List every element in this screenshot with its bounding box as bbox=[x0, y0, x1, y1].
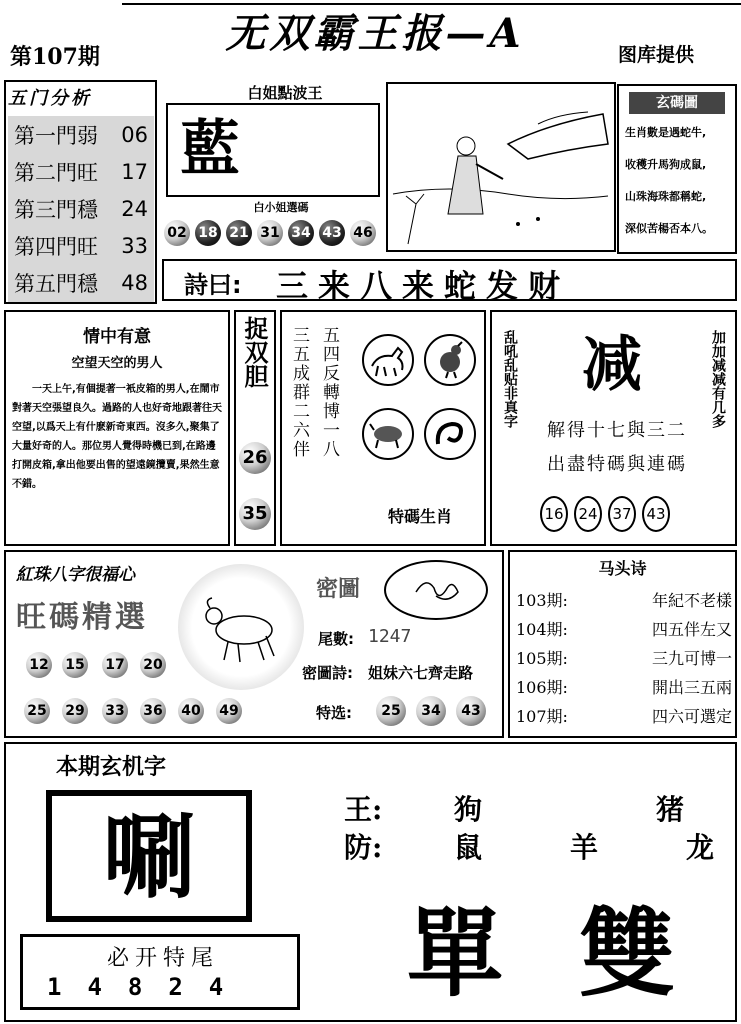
main-pick-item: 狗 bbox=[454, 793, 483, 826]
subtract-ball: 24 bbox=[574, 496, 602, 532]
wave-king-title: 白姐點波王 bbox=[247, 84, 323, 102]
guard-pick-label: 防: bbox=[344, 831, 383, 864]
poem-banner bbox=[162, 259, 737, 305]
secret-poem-label: 密圖詩: bbox=[302, 664, 353, 682]
code-poem-line: 山珠海珠都稱蛇, bbox=[625, 190, 707, 203]
subtract-left-verse: 乱吼乱贴非真字 bbox=[502, 330, 518, 428]
wave-subtitle: 白小姐選碼 bbox=[253, 201, 309, 214]
wave-ball-row bbox=[164, 220, 380, 250]
zodiac-panel bbox=[280, 310, 486, 546]
goat-icon bbox=[178, 564, 304, 690]
poem-text: 開出三五兩 bbox=[651, 678, 732, 697]
special-label: 特选: bbox=[316, 704, 352, 722]
gate-row bbox=[8, 264, 154, 301]
horse-head-poem-row bbox=[516, 675, 732, 704]
poem-text: 四五伴左又 bbox=[651, 620, 732, 639]
tail-value: 1247 bbox=[368, 626, 412, 647]
wave-ball: 31 bbox=[257, 220, 283, 246]
gate-number: 24 bbox=[121, 196, 148, 221]
horse-head-poem-row bbox=[516, 646, 732, 675]
poem-issue: 104期: bbox=[516, 620, 568, 639]
subtract-line: 出盡特碼與連碼 bbox=[547, 454, 687, 475]
rooster-icon bbox=[424, 334, 476, 386]
poem-text: 四六可選定 bbox=[651, 707, 732, 726]
code-poem-line: 深似苦楊否本八。 bbox=[625, 222, 713, 235]
code-poem-line: 生肖數是遇蛇牛, bbox=[625, 126, 707, 139]
issue-number: 第107期 bbox=[10, 44, 100, 70]
gate-label: 第二門旺 bbox=[14, 160, 98, 185]
code-poem-line: 收穫升馬狗成鼠, bbox=[625, 158, 707, 171]
special-ball: 43 bbox=[456, 696, 486, 726]
hot-number-ball: 33 bbox=[102, 698, 128, 724]
story-panel bbox=[4, 310, 230, 546]
special-ball: 34 bbox=[416, 696, 446, 726]
guard-pick-item: 羊 bbox=[570, 831, 599, 864]
mystic-char-box bbox=[46, 790, 252, 922]
poem-issue: 107期: bbox=[516, 707, 568, 726]
subtract-char: 减 bbox=[582, 330, 642, 400]
double-pick-title: 捉双胆 bbox=[240, 316, 269, 388]
main-pick-label: 王: bbox=[344, 793, 383, 826]
must-open-digits: 14824 bbox=[47, 973, 250, 1001]
subtract-ball: 43 bbox=[642, 496, 670, 532]
poem-banner-text: 三来八来蛇发财 bbox=[276, 267, 571, 305]
five-gates-panel bbox=[4, 80, 157, 304]
hot-number-ball: 15 bbox=[62, 652, 88, 678]
hot-number-ball: 40 bbox=[178, 698, 204, 724]
gate-number: 48 bbox=[121, 270, 148, 295]
double-char: 雙 bbox=[579, 897, 675, 1010]
wave-ball: 02 bbox=[164, 220, 190, 246]
story-subtitle: 空望天空的男人 bbox=[71, 356, 163, 371]
subtract-panel bbox=[490, 310, 737, 546]
gate-label: 第一門弱 bbox=[14, 123, 98, 148]
poem-text: 年紀不老樣 bbox=[651, 591, 732, 610]
gate-row bbox=[8, 116, 154, 153]
bottom-panel bbox=[4, 742, 737, 1022]
header-top-rule bbox=[122, 3, 741, 5]
scholar-scene-icon bbox=[388, 84, 614, 250]
newspaper-title: 无双霸王报—A bbox=[225, 10, 525, 57]
tail-label: 尾數: bbox=[318, 630, 354, 648]
story-title: 情中有意 bbox=[83, 327, 151, 347]
wave-ball: 18 bbox=[195, 220, 221, 246]
gate-label: 第四門旺 bbox=[14, 234, 98, 259]
wave-ball: 43 bbox=[319, 220, 345, 246]
wave-ball: 46 bbox=[350, 220, 376, 246]
five-gates-list bbox=[8, 116, 154, 302]
secret-scribble-icon bbox=[384, 560, 488, 620]
guard-pick-item: 龙 bbox=[686, 831, 715, 864]
hot-number-ball: 12 bbox=[26, 652, 52, 678]
subtract-right-verse: 加加减减有几多 bbox=[710, 330, 726, 428]
subtract-ball: 37 bbox=[608, 496, 636, 532]
gate-number: 17 bbox=[121, 159, 148, 184]
secret-title: 密圖 bbox=[316, 576, 361, 602]
hot-number-ball: 17 bbox=[102, 652, 128, 678]
horse-head-poem-row bbox=[516, 617, 732, 646]
gate-number: 06 bbox=[121, 122, 148, 147]
horse-icon bbox=[362, 334, 414, 386]
horse-head-poem-row bbox=[516, 704, 732, 733]
single-char: 單 bbox=[407, 897, 503, 1010]
scholar-illustration bbox=[386, 82, 616, 252]
poem-issue: 105期: bbox=[516, 649, 568, 668]
gate-number: 33 bbox=[121, 233, 148, 258]
zodiac-verse-col: 五四反轉博一八 bbox=[319, 326, 339, 459]
gate-label: 第五門穩 bbox=[14, 271, 98, 296]
poem-banner-label: 詩曰: bbox=[184, 271, 242, 299]
code-poem-panel bbox=[617, 84, 737, 254]
snake-icon bbox=[424, 408, 476, 460]
subtract-line: 解得十七與三二 bbox=[547, 420, 687, 441]
provider-label: 图库提供 bbox=[618, 44, 695, 66]
secret-poem-value: 姐妹六七齊走路 bbox=[368, 664, 474, 682]
hot-numbers-panel bbox=[4, 550, 504, 738]
double-pick-panel bbox=[234, 310, 276, 546]
gate-label: 第三門穩 bbox=[14, 197, 98, 222]
ram-illustration bbox=[178, 564, 304, 690]
hot-numbers-subtitle: 旺碼精選 bbox=[16, 600, 148, 635]
mystic-char-title: 本期玄机字 bbox=[56, 755, 167, 780]
gate-row bbox=[8, 153, 154, 190]
special-ball: 25 bbox=[376, 696, 406, 726]
story-body: 一天上午,有個提著一衹皮箱的男人,在鬧市對著天空張望良久。過路的人也好奇地跟著往天空望,以爲天上有什麽新奇東西。沒多久,聚集了大量好奇的人。那位男人覺得時機已到,在路邊打開皮箱,拿出他要出售的望遠鏡攬賣,果然生意不錯。 bbox=[12, 384, 222, 490]
hot-number-ball: 25 bbox=[24, 698, 50, 724]
horse-head-poem-row bbox=[516, 588, 732, 617]
hot-number-ball: 49 bbox=[216, 698, 242, 724]
double-pick-ball: 26 bbox=[239, 442, 271, 474]
double-pick-ball: 35 bbox=[239, 498, 271, 530]
poem-text: 三九可博一 bbox=[651, 649, 732, 668]
gate-row bbox=[8, 227, 154, 264]
zodiac-caption: 特碼生肖 bbox=[387, 507, 452, 526]
five-gates-title: 五门分析 bbox=[8, 88, 92, 109]
wave-char-box bbox=[166, 103, 380, 197]
horse-head-poem-panel bbox=[508, 550, 737, 738]
must-open-box bbox=[20, 934, 300, 1010]
zodiac-verse-col: 三五成群二六伴 bbox=[289, 326, 309, 459]
subtract-ball: 16 bbox=[540, 496, 568, 532]
wave-ball: 21 bbox=[226, 220, 252, 246]
mystic-char: 唰 bbox=[102, 803, 195, 911]
wave-color-char: 藍 bbox=[180, 114, 240, 184]
hot-number-ball: 20 bbox=[140, 652, 166, 678]
hot-numbers-title: 紅珠八字很福心 bbox=[16, 565, 135, 585]
gate-row bbox=[8, 190, 154, 227]
horse-head-poem-title: 马头诗 bbox=[598, 559, 647, 578]
hot-number-ball: 36 bbox=[140, 698, 166, 724]
poem-issue: 106期: bbox=[516, 678, 568, 697]
ox-icon bbox=[362, 408, 414, 460]
hot-number-ball: 29 bbox=[62, 698, 88, 724]
poem-issue: 103期: bbox=[516, 591, 568, 610]
horse-head-poem-list bbox=[516, 588, 732, 733]
must-open-label: 必开特尾 bbox=[106, 946, 219, 971]
code-poem-title: 玄碼圖 bbox=[629, 92, 725, 114]
wave-ball: 34 bbox=[288, 220, 314, 246]
main-pick-item: 猪 bbox=[656, 793, 685, 826]
guard-pick-item: 鼠 bbox=[454, 831, 483, 864]
